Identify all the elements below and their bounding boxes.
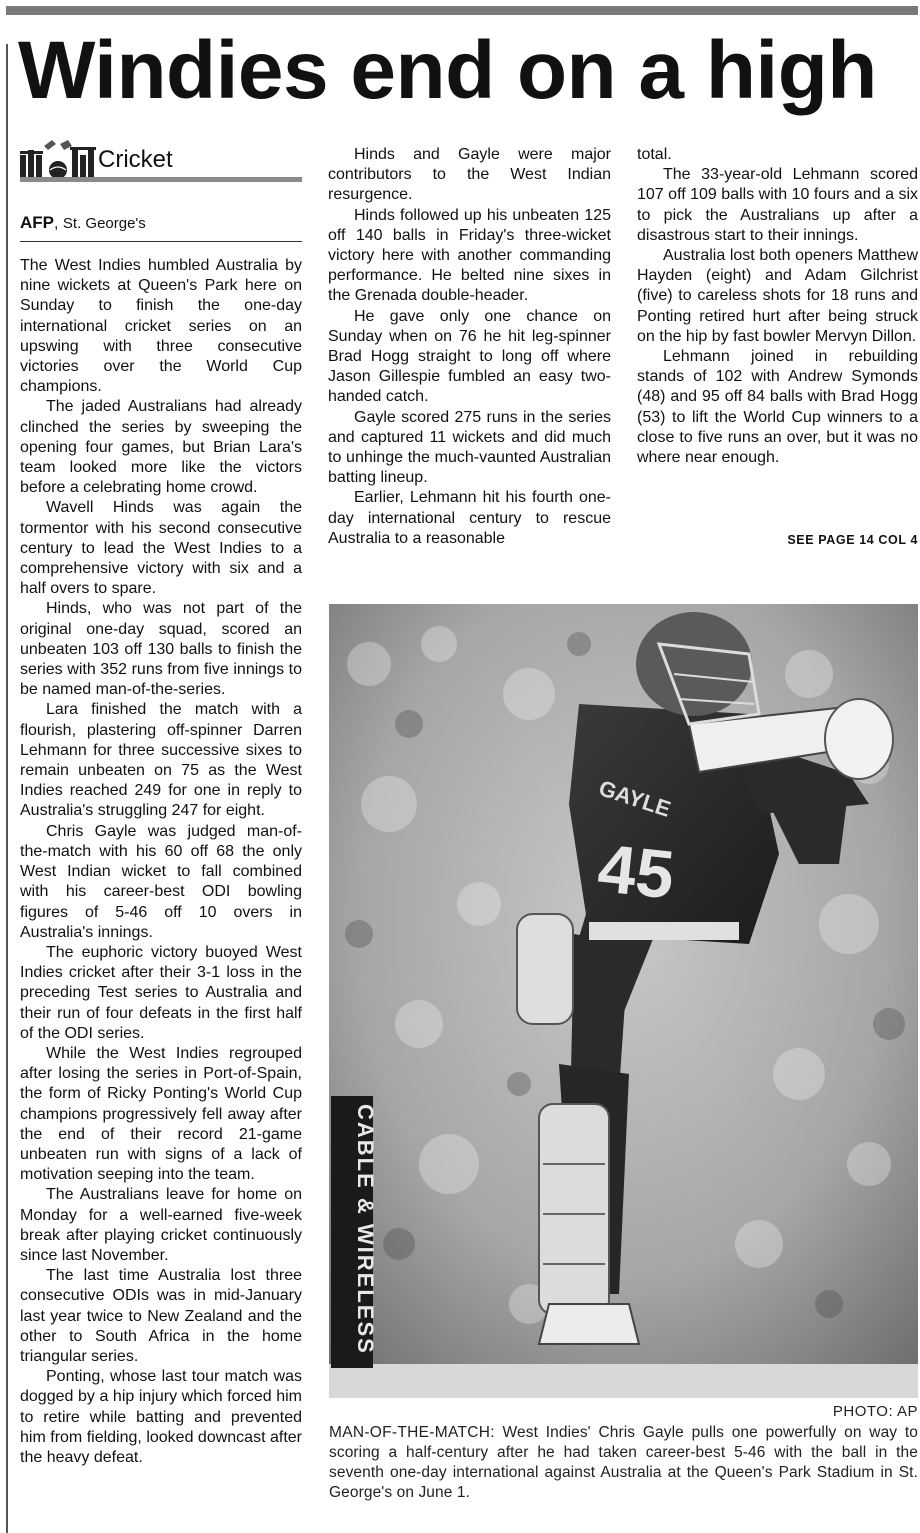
caption-lead: MAN-OF-THE-MATCH:	[329, 1424, 495, 1441]
paragraph: total.	[637, 146, 672, 163]
section-tag	[20, 136, 302, 184]
shirt-name: GAYLE	[595, 775, 674, 822]
paragraph: Australia lost both openers Matthew Hayden (eight) and Adam Gilchrist (five) to careless shots for 18 runs and Ponting retired hurt after being struck on the hip by fast bowler Mervyn Dillon.	[637, 247, 918, 345]
paragraph: The 33-year-old Lehmann scored 107 off 109 balls with 10 fours and a six to pick the Australians up after a disastrous start to their innings.	[637, 166, 918, 244]
top-rule	[6, 6, 918, 15]
left-rule	[6, 44, 8, 1533]
paragraph: The euphoric victory buoyed West Indies cricket after their 3-1 loss in the preceding Test series to Australia and their run of four defeats in the first half of the ODI series.	[20, 943, 302, 1042]
section-bar	[20, 177, 302, 182]
section-name: Cricket	[98, 146, 173, 173]
paragraph: Wavell Hinds was again the tormentor with his second consecutive century to lead the West Indies to a comprehensive victory with six and a half overs to spare.	[20, 499, 302, 598]
paragraph: Gayle scored 275 runs in the series and captured 11 wickets and did much to unhinge the much-vaunted Australian batting lineup.	[328, 408, 611, 487]
paragraph: Lara finished the match with a flourish, plastering off-spinner Darren Lehmann for three successive sixes to remain unbeaten on 75 as the West Indies reached 249 for one in reply to Australia's struggling 247 for eight.	[20, 701, 302, 820]
article-column-1	[20, 256, 302, 1468]
byline-place: St. George's	[62, 215, 146, 232]
byline-rule	[20, 241, 302, 242]
paragraph: The jaded Australians had already clinched the series by sweeping the opening four games, but Brian Lara's team looked more like the victors before a celebrating home crowd.	[20, 398, 302, 497]
paragraph: Hinds and Gayle were major contributors to the West Indian resurgence.	[328, 146, 611, 204]
byline	[20, 214, 146, 232]
paragraph: The Australians leave for home on Monday for a well-earned five-week break after playing cricket continuously since last November.	[20, 1186, 302, 1264]
paragraph: The West Indies humbled Australia by nine wickets at Queen's Park here on Sunday to finish the one-day international cricket series on an upswing with three consecutive victories over the World Cup champions.	[20, 257, 302, 396]
byline-separator: ,	[54, 215, 63, 232]
shirt-number: 45	[594, 830, 678, 914]
cricket-stumps-logo-icon	[20, 138, 96, 180]
paragraph: Lehmann joined in rebuilding stands of 102 with Andrew Symonds (48) and 95 off 84 balls with Brad Hogg (53) to lift the World Cup winners to a close to five runs an over, but it was no where near enough.	[637, 348, 918, 467]
boundary-board-text: CABLE & WIRELESS	[353, 1104, 378, 1355]
byline-agency: AFP	[20, 213, 54, 232]
paragraph: He gave only one chance on Sunday when on 76 he hit leg-spinner Brad Hogg straight to long off where Jason Gillespie fumbled an easy two-handed catch.	[328, 307, 611, 406]
news-photo	[329, 604, 918, 1398]
photo-credit: PHOTO: AP	[832, 1403, 918, 1420]
photo-batsman-illustration	[329, 604, 918, 1398]
paragraph: Chris Gayle was judged man-of-the-match with his 60 off 68 the only West Indian wicket to fall combined with his career-best ODI bowling figures of 5-46 off 10 overs in Australia's innings.	[20, 822, 302, 941]
paragraph: Earlier, Lehmann hit his fourth one-day international century to rescue Australia to a reasonable	[328, 489, 611, 547]
photo-caption	[329, 1423, 918, 1503]
headline: Windies end on a high	[18, 25, 877, 116]
paragraph: Hinds, who was not part of the original one-day squad, scored an unbeaten 103 off 130 balls to finish the series with 352 runs from five innings to be named man-of-the-series.	[20, 600, 302, 699]
paragraph: The last time Australia lost three consecutive ODIs was in mid-January last year twice to New Zealand and the other to South Africa in the home triangular series.	[20, 1267, 302, 1365]
paragraph: While the West Indies regrouped after losing the series in Port-of-Spain, the form of Ricky Ponting's World Cup champions progressively fell away after the end of their record 21-game unbeaten run with signs of a lack of motivation seeping into the team.	[20, 1044, 302, 1184]
article-column-2	[328, 145, 611, 549]
paragraph: Hinds followed up his unbeaten 125 off 140 balls in Friday's three-wicket victory here with another commanding performance. He belted nine sixes in the Grenada double-header.	[328, 206, 611, 305]
caption-body: West Indies' Chris Gayle pulls one powerfully on way to scoring a half-century after he had taken career-best 5-46 with the ball in the seventh one-day international against Australia at the Queen's Park Stadium in St. George's on June 1.	[329, 1424, 918, 1501]
continuation-jump[interactable]: SEE PAGE 14 COL 4	[787, 533, 918, 547]
paragraph: Ponting, whose last tour match was dogged by a hip injury which forced him to retire while batting and prevented him from fielding, looked downcast after the heavy defeat.	[20, 1368, 302, 1466]
article-column-3	[637, 145, 918, 468]
